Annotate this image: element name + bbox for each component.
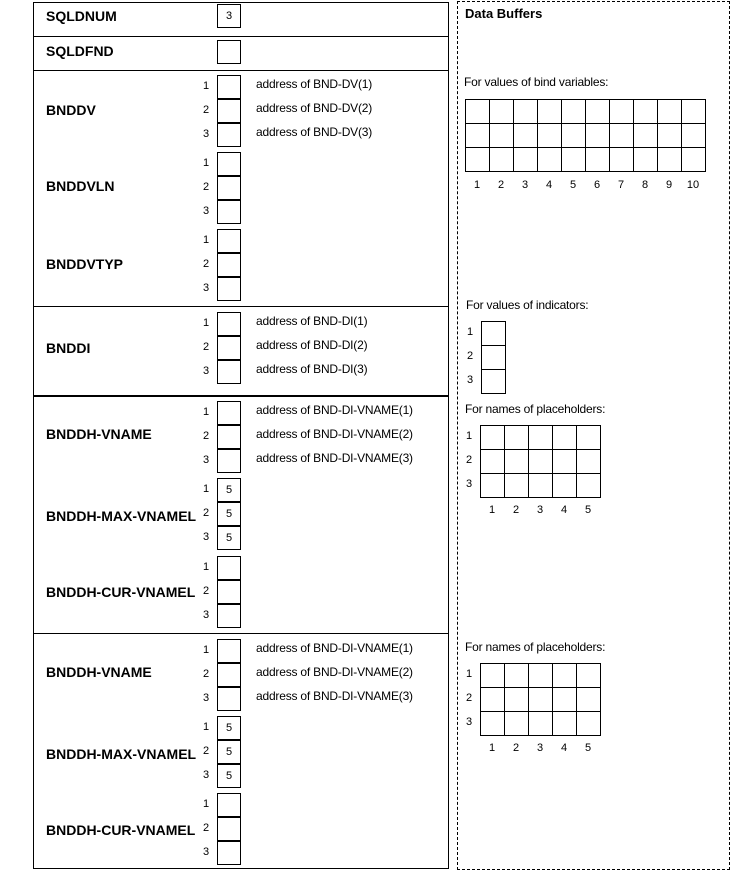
bind-values-grid-cell <box>658 148 682 172</box>
bnddi-cell <box>217 312 241 336</box>
bnddi-cell <box>217 336 241 360</box>
placeholders-2-grid-cell <box>577 688 601 712</box>
bind-values-grid <box>465 99 706 172</box>
bnddh-cur-vnamel-2-index: 1 <box>202 798 210 810</box>
placeholders-1-grid-cell <box>577 426 601 450</box>
bnddh-cur-vnamel-1-cell <box>217 604 241 628</box>
placeholders-2-grid-cell <box>481 664 505 688</box>
bnddi-address: address of BND-DI(2) <box>256 338 368 352</box>
placeholders-2-grid-cell <box>481 688 505 712</box>
bind-values-column-label: 4 <box>545 179 553 191</box>
bind-values-column-label: 3 <box>521 179 529 191</box>
bnddh-vname-2-address: address of BND-DI-VNAME(2) <box>256 665 413 679</box>
placeholders-2-grid-cell <box>505 664 529 688</box>
section-divider <box>34 395 448 397</box>
bnddh-max-vnamel-1-label: BNDDH-MAX-VNAMEL <box>46 508 197 524</box>
bind-values-grid-cell <box>562 148 586 172</box>
bnddh-cur-vnamel-1-index: 1 <box>202 561 210 573</box>
placeholders-1-grid-cell <box>529 426 553 450</box>
bind-values-column-label: 10 <box>686 179 700 191</box>
bind-values-grid-cell <box>514 148 538 172</box>
bind-values-grid-cell <box>538 148 562 172</box>
bnddh-vname-1-index: 2 <box>202 430 210 442</box>
placeholders-1-grid <box>480 425 601 498</box>
placeholders-2-caption: For names of placeholders: <box>465 640 606 654</box>
bnddi-index: 2 <box>202 341 210 353</box>
indicators-caption: For values of indicators: <box>466 298 589 312</box>
bind-values-column-label: 8 <box>641 179 649 191</box>
bnddh-vname-2-index: 3 <box>202 692 210 704</box>
bind-values-grid-cell <box>610 148 634 172</box>
bnddh-vname-1-index: 3 <box>202 454 210 466</box>
bind-values-grid-cell <box>586 100 610 124</box>
placeholders-2-grid-cell <box>577 712 601 736</box>
bnddh-cur-vnamel-2-index: 2 <box>202 822 210 834</box>
placeholders-1-column-label: 1 <box>488 504 496 516</box>
bind-values-grid-cell <box>514 100 538 124</box>
bnddi-label: BNDDI <box>46 340 91 356</box>
placeholders-2-grid-cell <box>529 688 553 712</box>
bnddv-address: address of BND-DV(2) <box>256 101 373 115</box>
bind-values-grid-cell <box>538 124 562 148</box>
placeholders-2-grid-cell <box>505 688 529 712</box>
placeholders-1-grid-cell <box>553 474 577 498</box>
placeholders-2-row-label: 3 <box>465 716 473 728</box>
bind-values-grid-cell <box>682 100 706 124</box>
bnddh-cur-vnamel-1-label: BNDDH-CUR-VNAMEL <box>46 584 196 600</box>
section-divider <box>34 633 448 634</box>
bind-values-column-label: 7 <box>617 179 625 191</box>
bnddvln-cell <box>217 200 241 224</box>
bnddh-vname-2-cell <box>217 663 241 687</box>
bnddi-address: address of BND-DI(3) <box>256 362 368 376</box>
bnddvln-label: BNDDVLN <box>46 178 115 194</box>
bind-values-grid-cell <box>466 124 490 148</box>
bnddh-vname-2-cell <box>217 687 241 711</box>
bind-values-grid-cell <box>682 148 706 172</box>
bind-values-column-label: 5 <box>569 179 577 191</box>
indicators-row-label: 1 <box>466 326 474 338</box>
bnddvtyp-cell <box>217 253 241 277</box>
placeholders-1-grid-cell <box>505 426 529 450</box>
bnddi-address: address of BND-DI(1) <box>256 314 368 328</box>
bind-values-grid-cell <box>466 100 490 124</box>
bnddi-cell <box>217 360 241 384</box>
bnddvtyp-index: 3 <box>202 282 210 294</box>
sqldfnd-label: SQLDFND <box>46 43 114 59</box>
bnddh-vname-2-index: 1 <box>202 644 210 656</box>
bnddh-max-vnamel-2-index: 1 <box>202 721 210 733</box>
placeholders-2-grid-cell <box>505 712 529 736</box>
bnddh-vname-1-cell <box>217 425 241 449</box>
bnddh-vname-1-address: address of BND-DI-VNAME(2) <box>256 427 413 441</box>
bnddvln-index: 3 <box>202 205 210 217</box>
bnddh-max-vnamel-2-label: BNDDH-MAX-VNAMEL <box>46 746 197 762</box>
bnddh-cur-vnamel-2-label: BNDDH-CUR-VNAMEL <box>46 822 196 838</box>
bnddvln-index: 1 <box>202 157 210 169</box>
sqldnum-value-cell: 3 <box>217 4 241 28</box>
bnddi-index: 3 <box>202 365 210 377</box>
bnddh-vname-1-cell <box>217 401 241 425</box>
indicators-grid <box>481 321 506 394</box>
placeholders-1-column-label: 2 <box>512 504 520 516</box>
placeholders-1-row-label: 3 <box>465 478 473 490</box>
bnddvtyp-cell <box>217 229 241 253</box>
placeholders-1-row-label: 2 <box>465 454 473 466</box>
placeholders-1-grid-cell <box>481 450 505 474</box>
bind-values-grid-cell <box>682 124 706 148</box>
bind-values-column-label: 1 <box>473 179 481 191</box>
bnddi-index: 1 <box>202 317 210 329</box>
placeholders-2-grid-cell <box>481 712 505 736</box>
bind-values-grid-cell <box>634 148 658 172</box>
bnddv-index: 1 <box>202 80 210 92</box>
bnddh-max-vnamel-2-cell: 5 <box>217 764 241 788</box>
bnddh-max-vnamel-1-index: 2 <box>202 507 210 519</box>
bnddh-vname-2-address: address of BND-DI-VNAME(1) <box>256 641 413 655</box>
section-divider <box>34 306 448 307</box>
bnddh-max-vnamel-1-cell: 5 <box>217 526 241 550</box>
bnddv-address: address of BND-DV(1) <box>256 77 373 91</box>
placeholders-1-column-label: 4 <box>560 504 568 516</box>
bind-values-grid-cell <box>586 124 610 148</box>
placeholders-1-row-label: 1 <box>465 430 473 442</box>
section-divider <box>34 36 448 37</box>
bnddvtyp-label: BNDDVTYP <box>46 256 124 272</box>
bnddh-max-vnamel-2-cell: 5 <box>217 740 241 764</box>
bind-values-grid-cell <box>610 100 634 124</box>
placeholders-1-grid-cell <box>529 474 553 498</box>
bnddh-vname-1-index: 1 <box>202 406 210 418</box>
bnddh-vname-1-label: BNDDH-VNAME <box>46 426 152 442</box>
bnddh-vname-1-address: address of BND-DI-VNAME(3) <box>256 451 413 465</box>
bind-values-grid-cell <box>466 148 490 172</box>
bnddvtyp-index: 1 <box>202 234 210 246</box>
bnddh-vname-2-address: address of BND-DI-VNAME(3) <box>256 689 413 703</box>
indicators-grid-cell <box>482 322 506 346</box>
placeholders-1-column-label: 5 <box>584 504 592 516</box>
indicators-grid-cell <box>482 370 506 394</box>
sqldfnd-value-cell <box>217 40 241 64</box>
placeholders-1-grid-cell <box>505 450 529 474</box>
bnddvln-cell <box>217 176 241 200</box>
bind-values-grid-cell <box>490 148 514 172</box>
bnddh-cur-vnamel-1-index: 2 <box>202 585 210 597</box>
bnddh-cur-vnamel-1-cell <box>217 556 241 580</box>
placeholders-2-grid-cell <box>553 712 577 736</box>
placeholders-1-grid-cell <box>481 426 505 450</box>
placeholders-2-column-label: 4 <box>560 742 568 754</box>
bnddh-vname-2-label: BNDDH-VNAME <box>46 664 152 680</box>
data-buffers-title: Data Buffers <box>465 6 543 21</box>
bnddh-max-vnamel-2-cell: 5 <box>217 716 241 740</box>
bnddv-cell <box>217 99 241 123</box>
bnddv-index: 3 <box>202 128 210 140</box>
bnddh-cur-vnamel-1-cell <box>217 580 241 604</box>
sqldnum-label: SQLDNUM <box>46 8 117 24</box>
bnddv-cell <box>217 123 241 147</box>
bnddh-max-vnamel-2-index: 2 <box>202 745 210 757</box>
bind-values-grid-cell <box>562 124 586 148</box>
bind-values-grid-cell <box>562 100 586 124</box>
placeholders-1-column-label: 3 <box>536 504 544 516</box>
placeholders-1-grid-cell <box>505 474 529 498</box>
bind-values-grid-cell <box>538 100 562 124</box>
bnddh-cur-vnamel-2-cell <box>217 817 241 841</box>
bnddh-max-vnamel-1-index: 1 <box>202 483 210 495</box>
bnddh-vname-1-cell <box>217 449 241 473</box>
placeholders-2-column-label: 2 <box>512 742 520 754</box>
bind-values-grid-cell <box>610 124 634 148</box>
placeholders-2-column-label: 3 <box>536 742 544 754</box>
bnddh-max-vnamel-1-index: 3 <box>202 531 210 543</box>
bind-values-grid-cell <box>658 124 682 148</box>
bind-values-grid-cell <box>586 148 610 172</box>
bind-values-grid-cell <box>658 100 682 124</box>
bnddh-cur-vnamel-1-index: 3 <box>202 609 210 621</box>
bind-values-grid-cell <box>490 124 514 148</box>
bnddh-vname-2-index: 2 <box>202 668 210 680</box>
placeholders-2-grid-cell <box>577 664 601 688</box>
bnddh-cur-vnamel-2-index: 3 <box>202 846 210 858</box>
placeholders-1-grid-cell <box>577 450 601 474</box>
bnddv-index: 2 <box>202 104 210 116</box>
indicators-grid-cell <box>482 346 506 370</box>
bind-values-grid-cell <box>634 124 658 148</box>
placeholders-2-row-label: 1 <box>465 668 473 680</box>
placeholders-2-column-label: 5 <box>584 742 592 754</box>
placeholders-2-grid-cell <box>529 712 553 736</box>
placeholders-2-grid <box>480 663 601 736</box>
placeholders-1-grid-cell <box>553 426 577 450</box>
indicators-row-label: 3 <box>466 374 474 386</box>
bind-values-grid-cell <box>634 100 658 124</box>
bnddvln-index: 2 <box>202 181 210 193</box>
placeholders-1-caption: For names of placeholders: <box>465 402 606 416</box>
placeholders-1-grid-cell <box>553 450 577 474</box>
bnddh-cur-vnamel-2-cell <box>217 793 241 817</box>
placeholders-1-grid-cell <box>481 474 505 498</box>
placeholders-1-grid-cell <box>577 474 601 498</box>
bnddvln-cell <box>217 152 241 176</box>
placeholders-2-grid-cell <box>553 664 577 688</box>
bnddv-label: BNDDV <box>46 102 96 118</box>
bnddv-cell <box>217 75 241 99</box>
placeholders-1-grid-cell <box>529 450 553 474</box>
bnddv-address: address of BND-DV(3) <box>256 125 373 139</box>
bnddh-max-vnamel-2-index: 3 <box>202 769 210 781</box>
bnddvtyp-cell <box>217 277 241 301</box>
bnddh-max-vnamel-1-cell: 5 <box>217 478 241 502</box>
bind-values-caption: For values of bind variables: <box>464 75 609 89</box>
placeholders-2-grid-cell <box>553 688 577 712</box>
bnddh-max-vnamel-1-cell: 5 <box>217 502 241 526</box>
section-divider <box>34 70 448 71</box>
bind-values-column-label: 2 <box>497 179 505 191</box>
indicators-row-label: 2 <box>466 350 474 362</box>
bnddh-vname-2-cell <box>217 639 241 663</box>
bnddh-cur-vnamel-2-cell <box>217 841 241 865</box>
bind-values-grid-cell <box>490 100 514 124</box>
placeholders-2-row-label: 2 <box>465 692 473 704</box>
placeholders-2-grid-cell <box>529 664 553 688</box>
bind-values-column-label: 9 <box>665 179 673 191</box>
bnddh-vname-1-address: address of BND-DI-VNAME(1) <box>256 403 413 417</box>
placeholders-2-column-label: 1 <box>488 742 496 754</box>
bnddvtyp-index: 2 <box>202 258 210 270</box>
bind-values-grid-cell <box>514 124 538 148</box>
bind-values-column-label: 6 <box>593 179 601 191</box>
